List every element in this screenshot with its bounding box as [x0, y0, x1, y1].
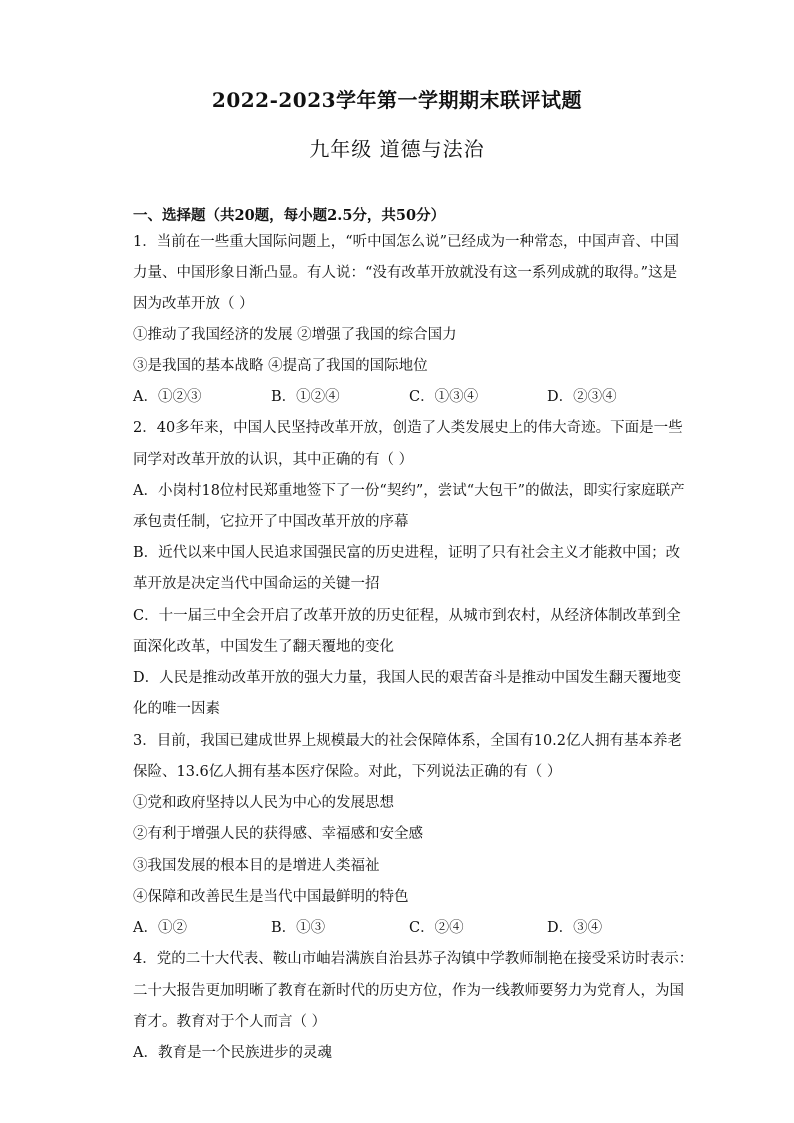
q2-line-1: 2．40多年来，中国人民坚持改革开放，创造了人类发展史上的伟大奇迹。下面是一些: [133, 420, 683, 436]
q1-option-d: D．②③④: [547, 389, 617, 405]
exam-title: 2022-2023学年第一学期期末联评试题: [211, 88, 583, 112]
q3-statement-3: ③我国发展的根本目的是增进人类福祉: [133, 858, 380, 874]
q2-option-d-line-1: D．人民是推动改革开放的强大力量，我国人民的艰苦奋斗是推动中国发生翻天覆地变: [133, 670, 682, 686]
q2-option-c-line-1: C．十一届三中全会开启了改革开放的历史征程，从城市到农村，从经济体制改革到全: [133, 608, 681, 624]
q3-option-a: A．①②: [133, 920, 187, 936]
q2-option-b-line-2: 革开放是决定当代中国命运的关键一招: [133, 576, 380, 592]
q3-statement-2: ②有利于增强人民的获得感、幸福感和安全感: [133, 826, 423, 842]
q3-option-d: D．③④: [547, 920, 603, 936]
q2-line-2: 同学对改革开放的认识，其中正确的有（ ）: [133, 452, 414, 468]
q4-line-2: 二十大报告更加明晰了教育在新时代的历史方位，作为一线教师要努力为党育人，为国: [133, 983, 684, 999]
q1-line-2: 力量、中国形象日渐凸显。有人说：“没有改革开放就没有这一系列成就的取得。”这是: [133, 265, 678, 281]
q1-option-c: C．①③④: [409, 389, 479, 405]
q1-option-b: B．①②④: [271, 389, 340, 405]
q1-option-a: A．①②③: [133, 389, 202, 405]
q4-line-1: 4．党的二十大代表、鞍山市岫岩满族自治县苏子沟镇中学教师制艳在接受采访时表示：: [133, 951, 694, 967]
q2-option-c-line-2: 面深化改革，中国发生了翻天覆地的变化: [133, 639, 394, 655]
q1-line-1: 1．当前在一些重大国际问题上，“听中国怎么说”已经成为一种常态，中国声音、中国: [133, 234, 680, 250]
q4-option-a: A．教育是一个民族进步的灵魂: [133, 1045, 332, 1061]
q3-statement-1: ①党和政府坚持以人民为中心的发展思想: [133, 795, 394, 811]
q3-options: [133, 918, 663, 938]
q2-option-d-line-2: 化的唯一因素: [133, 701, 220, 717]
q3-line-2: 保险、13.6亿人拥有基本医疗保险。对此，下列说法正确的有（ ）: [133, 764, 562, 780]
q1-line-3: 因为改革开放（ ）: [133, 296, 254, 312]
q2-option-a-line-2: 承包责任制，它拉开了中国改革开放的序幕: [133, 514, 409, 530]
q3-line-1: 3．目前，我国已建成世界上规模最大的社会保障体系，全国有10.2亿人拥有基本养老: [133, 733, 683, 749]
q2-option-b-line-1: B．近代以来中国人民追求国强民富的历史进程，证明了只有社会主义才能救中国；改: [133, 545, 681, 561]
q3-option-b: B．①③: [271, 920, 326, 936]
q3-option-c: C．②④: [409, 920, 464, 936]
exam-subtitle: 九年级 道德与法治: [309, 137, 485, 161]
q3-statement-4: ④保障和改善民生是当代中国最鲜明的特色: [133, 889, 409, 905]
q4-line-3: 育才。教育对于个人而言（ ）: [133, 1014, 327, 1030]
q1-statement-1: ①推动了我国经济的发展 ②增强了我国的综合国力: [133, 327, 457, 343]
q1-statement-2: ③是我国的基本战略 ④提高了我国的国际地位: [133, 358, 428, 374]
q2-option-a-line-1: A．小岗村18位村民郑重地签下了一份“契约”，尝试“大包干”的做法，即实行家庭联产: [133, 483, 685, 499]
section-heading: 一、选择题（共20题，每小题2.5分，共50分）: [133, 207, 446, 224]
q1-options: [133, 387, 663, 407]
